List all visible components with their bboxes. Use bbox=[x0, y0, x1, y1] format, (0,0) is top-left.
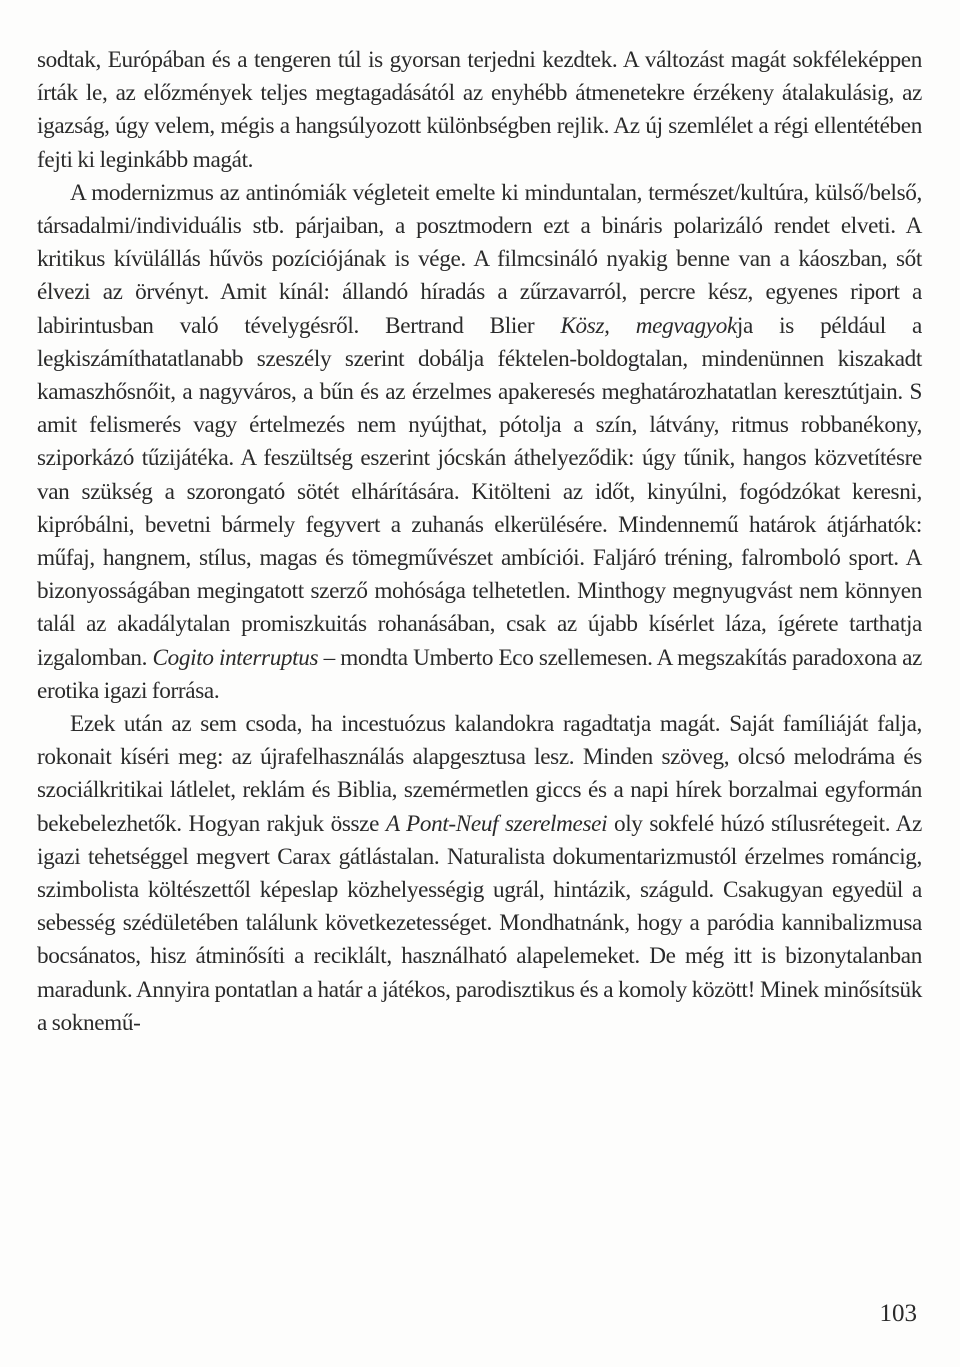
text-run: oly sokfelé húzó stílusrétegeit. Az igazi tehetséggel megvert Carax gátlástalan. Naturalista dokumentarizmustól érzelmes románcig, szimbolista költészettől képeslap közhelyességig ugrál, hintázik, száguld. Csakugyan egyedül a sebesség szédületében találunk következetességet. Mondhatnánk, hogy a paródia kannibalizmusa bocsánatos, hisz átminősíti a reciklált, használható alapelemeket. De még itt is bizonytalanban maradunk. Annyira pontatlan a határ a játékos, parodisztikus és a komoly között! Minek minősítsük a soknemű- bbox=[37, 810, 922, 1036]
italic-title: A Pont-Neuf szerelmesei bbox=[385, 810, 608, 837]
text-run: ja is például a legkiszámíthatatlanabb szeszély szerint dobálja féktelen-boldogtalan, mindenünnen kiszakadt kamaszhősnőit, a nagyváros, a bűn és az érzelmes apakeresés meghatározhatatlan keresztútjain. S amit felismerés vagy értelmezés nem nyújthat, pótolja a szín, látvány, ritmus robbanékony, sziporkázó tűzijátéka. A feszültség eszerint jócskán áthelyeződik: úgy tűnik, hangos közvetítésre van szükség a szorongató sötét elhárítására. Kitölteni az időt, kinyúlni, fogódzókat keresni, kipróbálni, bevetni bármely fegyvert a zuhanás elkerülésére. Mindennemű határok átjárhatók: műfaj, hangnem, stílus, magas és tömegművészet ambíciói. Faljáró tréning, falromboló sport. A bizonyosságában megingatott szerző mohósága telhetetlen. Minthogy megnyugvást nem könnyen talál az akadálytalan promiszkuitás rohanásában, csak az újabb kísérlet láza, ígérete tarthatja izgalomban. bbox=[37, 312, 922, 671]
paragraph bbox=[37, 177, 922, 708]
text-run: – mondta Umberto Eco szellemesen. A megszakítás paradoxona az erotika igazi forrása. bbox=[37, 644, 922, 704]
text-run: A modernizmus az antinómiák végleteit emelte ki minduntalan, természet/kultúra, külső/belső, társadalmi/individuális stb. párjaiban, a posztmodern ezt a bináris polarizáló rendet elveti. A kritikus kívülállás hűvös pozíciójának is vége. A filmcsináló nyakig benne van a káoszban, sőt élvezi az örvényt. Amit kínál: állandó híradás a zűrzavarról, percre kész, egyenes riport a labirintusban való tévelygésről. Bertrand Blier bbox=[37, 179, 922, 339]
italic-title: Cogito interruptus bbox=[152, 644, 319, 671]
page-number: 103 bbox=[879, 1300, 917, 1327]
paragraph bbox=[37, 44, 922, 177]
text-run: Ezek után az sem csoda, ha incestuózus kalandokra ragadtatja magát. Saját famíliáját falja, rokonait kíséri meg: az újrafelhasználás alapgesztusa lesz. Minden szöveg, olcsó melodráma és szociálkritikai látlelet, reklám és Biblia, szemérmetlen giccs és a napi hírek borzalmai egyformán bekebelezhetők. Hogyan rakjuk össze bbox=[37, 711, 922, 837]
text-run: sodtak, Európában és a tengeren túl is gyorsan terjedni kezdtek. A változást magát sokféleképpen írták le, az előzmények teljes megtagadásától az enyhébb átmenetekre érzékeny átalakulásig, az igazság, úgy velem, mégis a hangsúlyozott különbségben rejlik. Az új szemlélet a régi ellentétében fejti ki leginkább magát. bbox=[37, 47, 922, 173]
paragraph bbox=[37, 708, 922, 1040]
italic-title: Kösz, megvagyok bbox=[560, 312, 737, 339]
body-text bbox=[37, 44, 922, 1040]
